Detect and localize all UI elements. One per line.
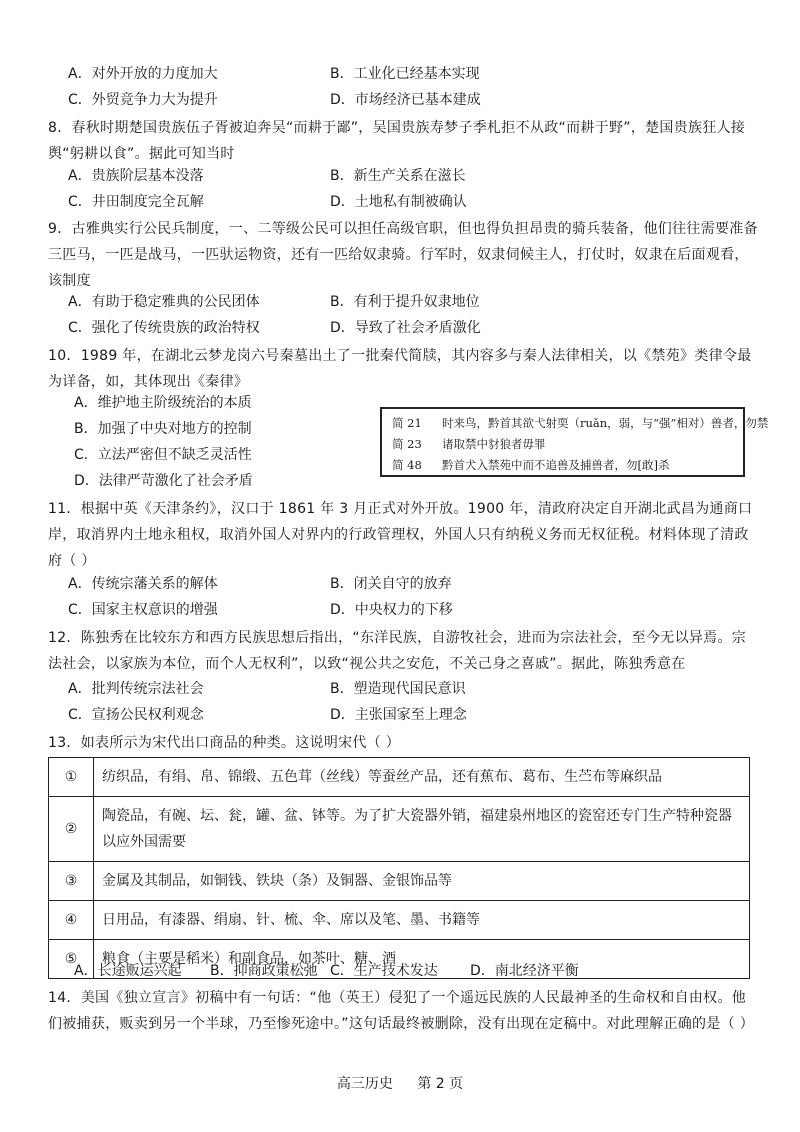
q10-stem: 10．1989 年，在湖北云梦龙岗六号秦墓出土了一批秦代简牍，其内容多与秦人法律相关，以《禁苑》类律令最为详备，如，其体现出《秦律》 [48,348,752,390]
q10-option-d: D．法律严苛激化了社会矛盾 [74,473,253,489]
q11-option-a: A．传统宗藩关系的解体 [68,576,218,592]
slip-tag: 简 48 [392,458,422,472]
q7-option-d: D．市场经济已基本建成 [330,92,481,108]
row-text: 纺织品，有绢、帛、锦缎、五色茸（丝线）等蚕丝产品，还有蕉布、葛布、生苎布等麻织品 [94,758,750,797]
table-row [49,862,750,901]
q13-option-c: C．生产技术发达 [330,963,438,979]
row-text: 陶瓷品，有碗、坛、瓮，罐、盆、钵等。为了扩大瓷器外销，福建泉州地区的瓷窑还专门生产特种瓷器以应外国需要 [94,797,750,862]
table-row [49,758,750,797]
q11-option-b: B．闭关自守的放弃 [330,576,452,592]
row-number: ① [49,758,94,797]
slip-tag: 简 23 [392,437,422,451]
row-number: ② [49,797,94,862]
row-number: ③ [49,862,94,901]
q10-option-b: B．加强了中央对地方的控制 [74,421,252,437]
q8-option-b: B．新生产关系在滋长 [330,168,466,184]
q10-option-c: C．立法严密但不缺乏灵活性 [74,447,252,463]
q13-option-a: A．长途贩运兴起 [74,963,182,979]
q9-stem: 9．古雅典实行公民兵制度，一、二等级公民可以担任高级官职，但也得负担昂贵的骑兵装备，他们往往需要准备三匹马，一匹是战马，一匹驮运物资，还有一匹给奴隶骑。行军时，奴隶伺候主人，打仗时，奴隶在后面观看，该制度 [48,221,758,289]
q12-option-b: B．塑造现代国民意识 [330,681,466,697]
footer-page-number: 第 2 页 [417,1076,464,1092]
q7-option-b: B．工业化已经基本实现 [330,66,480,82]
slip-23 [392,434,733,455]
page-footer [0,1073,800,1093]
row-number: ④ [49,901,94,940]
slip-text: 诸取禁中豺狼者毋罪 [442,437,546,451]
q9-option-d: D．导致了社会矛盾激化 [330,320,481,336]
q11-stem: 11．根据中英《天津条约》，汉口于 1861 年 3 月正式对外开放。1900 年，清政府决定自开湖北武昌为通商口岸，取消界内土地永租权，取消外国人对界内的行政管理权，外国人只有纳税义务而无权征税。材料体现了清政府（ ） [48,501,753,569]
q8-option-a: A．贵族阶层基本没落 [68,168,204,184]
slip-21 [392,413,769,434]
q12-stem: 12．陈独秀在比较东方和西方民族思想后指出，“东洋民族，自游牧社会，进而为宗法社会，至今无以异焉。宗法社会，以家族为本位，而个人无权利”，以致“视公共之安危，不关己身之喜戚”。据此，陈独秀意在 [48,630,747,672]
row-number: ⑤ [49,940,94,979]
footer-subject: 高三历史 [336,1076,393,1092]
row-text: 金属及其制品，如铜钱、铁块（条）及铜器、金银饰品等 [94,862,750,901]
slip-tag: 简 21 [392,416,422,430]
q11-option-d: D．中央权力的下移 [330,602,453,618]
q8-stem: 8．春秋时期楚国贵族伍子胥被迫奔吴“而耕于鄙”，吴国贵族寿梦子季札拒不从政“而耕于野”，楚国贵族狂人接舆“躬耕以食”。据此可知当时 [48,120,746,162]
row-text: 日用品，有漆器、绢扇、针、梳、伞、席以及笔、墨、书籍等 [94,901,750,940]
row-text: 粮食（主要是稻米）和副食品，如茶叶、糖、酒 [94,940,750,979]
table-row [49,901,750,940]
slip-48 [392,455,733,476]
q9-option-a: A．有助于稳定雅典的公民团体 [68,294,260,310]
q9-option-b: B．有利于提升奴隶地位 [330,294,480,310]
q9-option-c: C．强化了传统贵族的政治特权 [68,320,260,336]
slip-text: 时来鸟，黔首其欲弋射耎（ruǎn，弱，与“强”相对）兽者，勿禁 [442,416,769,430]
q13-stem: 13．如表所示为宋代出口商品的种类。这说明宋代（ ） [48,735,401,751]
q13-option-d: D．南北经济平衡 [470,963,579,979]
q7-option-c: C．外贸竞争力大为提升 [68,92,218,108]
export-goods-table [48,757,750,979]
q14-stem: 14．美国《独立宣言》初稿中有一句话：“他（英王）侵犯了一个遥远民族的人民最神圣的生命权和自由权。他们被捕获，贩卖到另一个半球，乃至惨死途中。”这句话最终被删除，没有出现在定稿中。对此理解正确的是（ ） [48,990,754,1032]
q7-option-a: A．对外开放的力度加大 [68,66,218,82]
q8-option-d: D．土地私有制被确认 [330,194,467,210]
bamboo-slips-excerpt [380,407,769,477]
q8-option-c: C．井田制度完全瓦解 [68,194,204,210]
q12-option-d: D．主张国家至上理念 [330,707,467,723]
q10-option-a: A．维护地主阶级统治的本质 [74,395,252,411]
q11-option-c: C．国家主权意识的增强 [68,602,218,618]
q12-option-c: C．宣扬公民权利观念 [68,707,204,723]
slip-text: 黔首犬入禁苑中而不追兽及捕兽者，勿[敢]杀 [442,458,670,472]
q12-option-a: A．批判传统宗法社会 [68,681,204,697]
q13-option-b: B．抑商政策松弛 [210,963,318,979]
table-row [49,797,750,862]
